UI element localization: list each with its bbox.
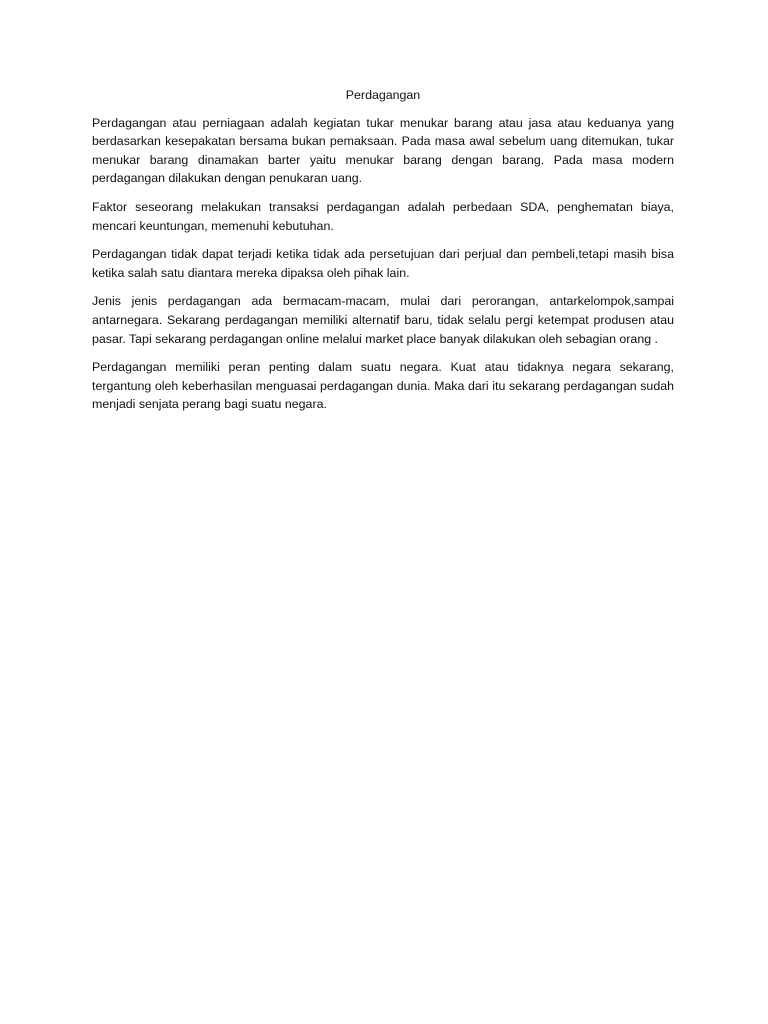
paragraph: Perdagangan memiliki peran penting dalam suatu negara. Kuat atau tidaknya negara sekarang, tergantung oleh keberhasilan menguasai perdagangan dunia. Maka dari itu sekarang perdagangan sudah menjadi senjata perang bagi suatu negara. <box>92 360 674 412</box>
paragraph: Perdagangan atau perniagaan adalah kegiatan tukar menukar barang atau jasa atau keduanya yang berdasarkan kesepakatan bersama bukan pemaksaan. Pada masa awal sebelum uang ditemukan, tukar menukar barang dinamakan barter yaitu menukar barang dengan barang. Pada masa modern perdagangan dilakukan dengan penukaran uang. <box>92 115 674 186</box>
paragraph: Jenis jenis perdagangan ada bermacam-macam, mulai dari perorangan, antarkelompok,sampai antarnegara. Sekarang perdagangan memiliki alternatif baru, tidak selalu pergi ketempat produsen atau pasar. Tapi sekarang perdagangan online melalui market place banyak dilakukan oleh sebagian orang . <box>92 294 674 346</box>
document-body <box>92 86 674 424</box>
paragraph: Faktor seseorang melakukan transaksi perdagangan adalah perbedaan SDA, penghematan biaya, mencari keuntungan, memenuhi kebutuhan. <box>92 199 674 233</box>
document-title: Perdagangan <box>345 88 421 102</box>
paragraph: Perdagangan tidak dapat terjadi ketika tidak ada persetujuan dari perjual dan pembeli,tetapi masih bisa ketika salah satu diantara mereka dipaksa oleh pihak lain. <box>92 247 674 280</box>
